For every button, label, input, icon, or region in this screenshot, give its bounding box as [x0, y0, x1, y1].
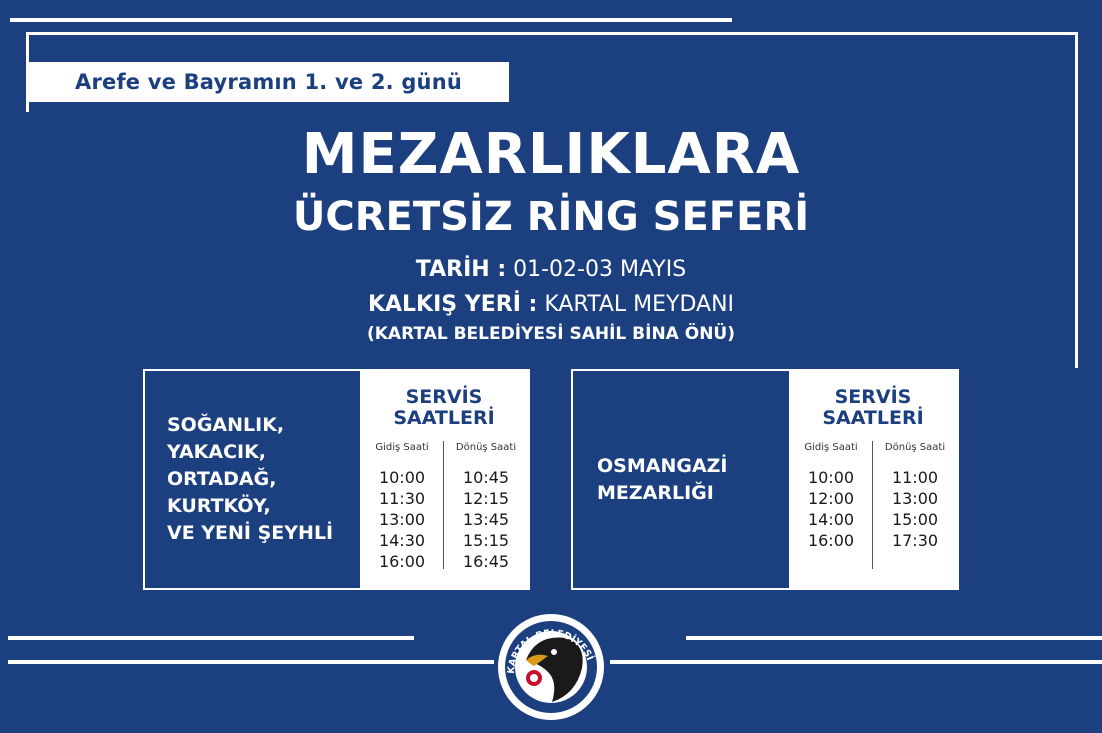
departure-value: KARTAL MEYDANI: [544, 292, 735, 317]
schedule-title-line-2: SAATLERİ: [393, 407, 495, 429]
frame-bottom-left-line-2: [8, 660, 494, 664]
route-destination: [145, 371, 360, 588]
departure-header: Gidiş Saati: [804, 442, 858, 453]
departure-time: 10:00: [807, 468, 855, 487]
return-time: 13:45: [462, 510, 510, 529]
frame-top-line: [10, 18, 732, 22]
return-header: Dönüş Saati: [884, 442, 946, 453]
departure-row: [0, 290, 1102, 320]
schedule-divider: [872, 441, 873, 569]
frame-top-inner-line: [26, 32, 1076, 35]
return-header: Dönüş Saati: [455, 442, 517, 453]
departure-time: 12:00: [807, 489, 855, 508]
destination-line: YAKACIK,: [167, 441, 267, 463]
title-line-2: ÜCRETSİZ RİNG SEFERİ: [292, 194, 810, 240]
return-time: 16:45: [462, 552, 510, 571]
departure-time: 14:00: [807, 510, 855, 529]
departure-time: 16:00: [378, 552, 426, 571]
schedule-columns: [360, 441, 528, 572]
destination-line: VE YENİ ŞEYHLİ: [167, 522, 334, 544]
departure-time: 16:00: [807, 531, 855, 550]
schedule-panel: [789, 371, 957, 588]
destination-line: KURTKÖY,: [167, 495, 271, 517]
return-time: 17:30: [891, 531, 939, 550]
return-column: [444, 441, 528, 572]
schedule-title-line-2: SAATLERİ: [822, 407, 924, 429]
destination-line: SOĞANLIK,: [167, 414, 285, 436]
date-label: TARİH :: [415, 257, 507, 282]
departure-time: 10:00: [378, 468, 426, 487]
destination-line: MEZARLIĞI: [597, 481, 714, 504]
destination-line: OSMANGAZİ: [597, 454, 728, 477]
departure-time: 11:30: [378, 489, 426, 508]
title-line-1: MEZARLIKLARA: [301, 122, 801, 187]
return-time: 11:00: [891, 468, 939, 487]
return-time: 13:00: [891, 489, 939, 508]
return-time: 15:00: [891, 510, 939, 529]
schedule-panel: [360, 371, 528, 588]
departure-column: [360, 441, 444, 572]
schedule-divider: [443, 441, 444, 569]
schedule-title-line-1: SERVİS: [405, 386, 483, 408]
schedule-title-line-1: SERVİS: [834, 386, 912, 408]
departure-time: 13:00: [378, 510, 426, 529]
destination-line: ORTADAĞ,: [167, 468, 277, 490]
departure-column: [789, 441, 873, 551]
schedule-columns: [789, 441, 957, 551]
departure-note: (KARTAL BELEDİYESİ SAHİL BİNA ÖNÜ): [366, 324, 735, 344]
departure-header: Gidiş Saati: [375, 442, 429, 453]
return-column: [873, 441, 957, 551]
logo-text: KARTAL BELEDİYESİ: [505, 628, 596, 675]
route-card-soganlik: [143, 369, 530, 590]
date-value: 01-02-03 MAYIS: [513, 257, 687, 282]
route-destination: [573, 371, 789, 588]
return-time: 12:15: [462, 489, 510, 508]
frame-bottom-left-line-1: [8, 636, 414, 640]
frame-bottom-right-line-1: [686, 636, 1102, 640]
date-row: [0, 255, 1102, 285]
return-time: 10:45: [462, 468, 510, 487]
tagline: Arefe ve Bayramın 1. ve 2. günü: [75, 70, 462, 94]
kartal-belediyesi-logo: [496, 612, 606, 722]
schedule-title: [789, 371, 957, 429]
departure-label: KALKIŞ YERİ :: [367, 292, 538, 317]
tagline-box: [28, 62, 509, 102]
departure-time: 14:30: [378, 531, 426, 550]
route-card-osmangazi: [571, 369, 959, 590]
schedule-title: [360, 371, 528, 429]
return-time: 15:15: [462, 531, 510, 550]
frame-bottom-right-line-2: [610, 660, 1102, 664]
